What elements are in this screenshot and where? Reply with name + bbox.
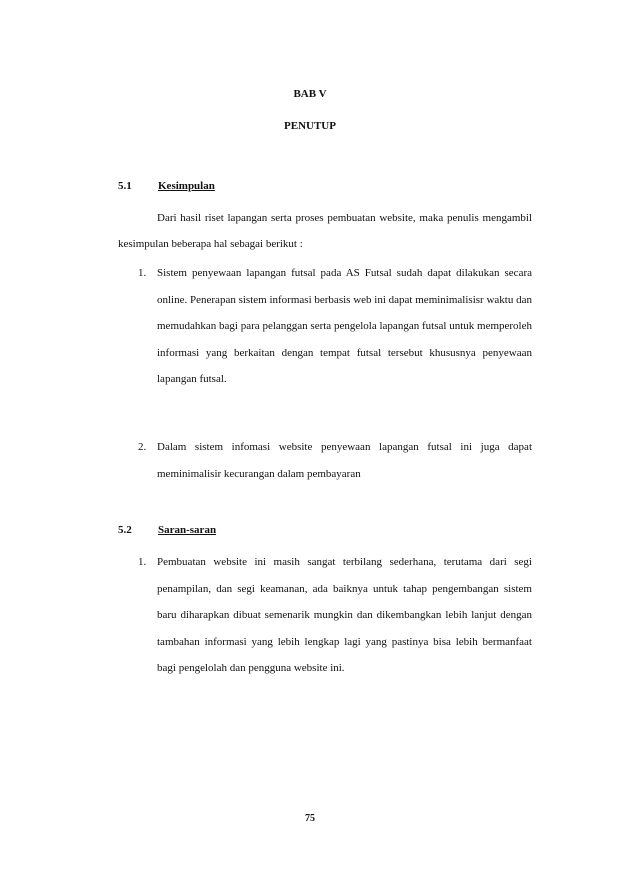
section-number: 5.1 — [118, 180, 132, 192]
section-number: 5.2 — [118, 524, 132, 536]
list-item-text: Pembuatan website ini masih sangat terbilang sederhana, terutama dari segi penampilan, dan segi keamanan, ada baiknya untuk tahap pengembangan sistem baru diharapkan dibuat semenarik mungkin dan dikembangkan lebih lanjut dengan tambahan informasi yang lebih lengkap lagi yang pastinya bisa lebih bermanfaat bagi pengelolah dan pengguna website ini. — [157, 556, 532, 674]
section-title: Kesimpulan — [158, 180, 215, 192]
chapter-title: PENUTUP — [284, 120, 336, 132]
list-item — [138, 260, 532, 400]
section-title: Saran-saran — [158, 524, 217, 536]
intro-paragraph — [118, 205, 532, 257]
chapter-label: BAB V — [293, 88, 327, 100]
intro-text: Dari hasil riset lapangan serta proses pembuatan website, maka penulis mengambil kesimpulan beberapa hal sebagai berikut : — [118, 212, 532, 250]
list-item-text: Sistem penyewaan lapangan futsal pada AS Futsal sudah dapat dilakukan secara online. Penerapan sistem informasi berbasis web ini dapat meminimalisisr waktu dan memudahkan bagi para pelanggan serta pengelola lapangan futsal untuk memperoleh informasi yang berkaitan dengan tempat futsal tersebut khususnya penyewaan lapangan futsal. — [157, 267, 532, 385]
list-item — [138, 549, 532, 719]
list-marker: 2. — [138, 441, 147, 453]
list-marker: 1. — [138, 267, 147, 279]
page-number: 75 — [305, 813, 315, 824]
list-item-text: Dalam sistem infomasi website penyewaan lapangan futsal ini juga dapat meminimalisir kecurangan dalam pembayaran — [157, 441, 532, 480]
list-item — [138, 434, 532, 494]
list-marker: 1. — [138, 556, 147, 568]
